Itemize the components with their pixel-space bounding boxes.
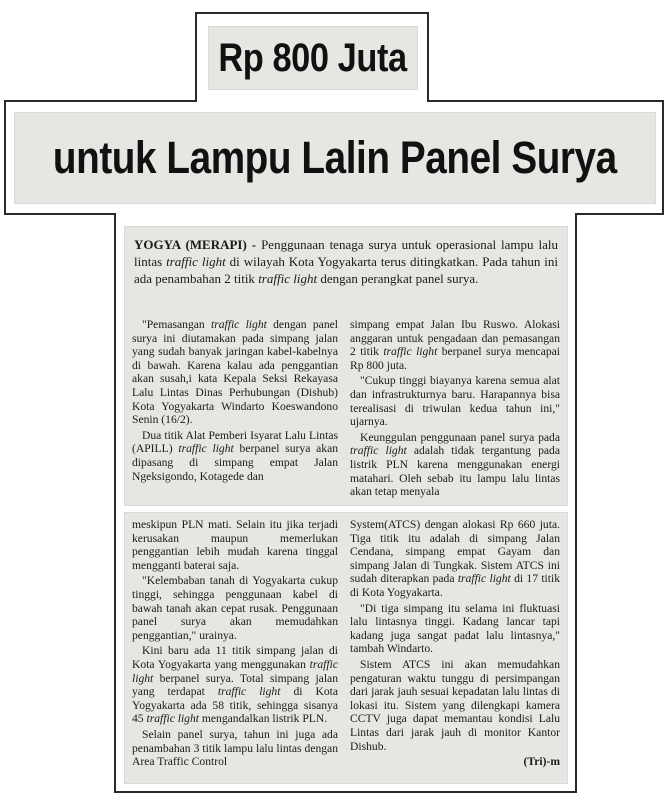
headline-line1: Rp 800 Juta	[218, 35, 408, 80]
lead-text: Penggunaan tenaga surya untuk operasional lampu lalu lintas	[134, 237, 558, 269]
frame-line	[114, 213, 116, 793]
frame-line	[662, 100, 664, 215]
paragraph: Selain panel surya, tahun ini juga ada penambahan 3 titik lampu lalu lintas dengan Area Traffic Control	[132, 727, 338, 769]
frame-line	[195, 12, 429, 14]
paragraph: Kini baru ada 11 titik simpang jalan di Kota Yogyakarta yang menggunakan traffic light berpanel surya. Total simpang jalan yang terdapat traffic light di Kota Yogyakarta ada 58 titik, sehingga sisanya 45 traffic light mengandalkan listrik PLN.	[132, 644, 338, 726]
paragraph: "Kelembaban tanah di Yogyakarta cukup tinggi, sehingga penggunaan kabel di bawah tanah akan cepat rusak. Penggunaan panel surya akan memudahkan penggantian," urainya.	[132, 574, 338, 642]
frame-line	[195, 12, 197, 100]
article-column-4	[350, 518, 560, 769]
lead-kicker: YOGYA (MERAPI) -	[134, 237, 257, 252]
frame-line	[427, 100, 664, 102]
article-upper-block	[124, 226, 568, 506]
article-column-1	[132, 318, 338, 485]
frame-line	[4, 100, 197, 102]
article-column-3	[132, 518, 338, 771]
lead-em: traffic light	[166, 254, 226, 269]
paragraph: simpang empat Jalan Ibu Ruswo. Alokasi anggaran untuk pengadaan dan pemasangan 2 titik traffic light berpanel surya mencapai Rp 800 juta.	[350, 318, 561, 372]
lead-paragraph	[134, 236, 558, 287]
headline-line2: untuk Lampu Lalin Panel Surya	[53, 132, 617, 183]
article-column-2	[350, 318, 560, 501]
lead-em: traffic light	[258, 271, 318, 286]
paragraph: "Cukup tinggi biayanya karena semua alat dan infrastrukturnya baru. Harapannya bisa terealisasi di triwulan kedua tahun ini," ujarnya.	[350, 374, 560, 429]
frame-line	[114, 791, 577, 793]
frame-line	[427, 12, 429, 100]
frame-line	[4, 213, 116, 215]
paragraph: Sistem ATCS ini akan memudahkan pengaturan waktu tunggu di persimpangan dari jarak jauh sesuai kepadatan lalu lintas di lokasi itu. Sistem yang dilengkapi kamera CCTV juga dapat memantau kondisi Lalu Lintas dari jarak jauh di monitor Kantor Dishub.	[350, 657, 560, 753]
paragraph: meskipun PLN mati. Selain itu jika terjadi kerusakan maupun memerlukan penggantian lebih mudah karena tinggal mengganti baterai saja.	[132, 518, 338, 572]
paragraph: Dua titik Alat Pemberi Isyarat Lalu Lintas (APILL) traffic light berpanel surya akan dipasang di simpang empat Jalan Ngeksigondo, Kotagede dan	[132, 428, 339, 483]
article-lower-block	[124, 512, 568, 784]
paragraph: System(ATCS) dengan alokasi Rp 660 juta. Tiga titik itu adalah di simpang Jalan Cendana, simpang empat Gayam dan simpang Jalan di Tungkak. Sistem ATCS ini sudah diterapkan pada traffic light di 17 titik di Kota Yogyakarta.	[350, 518, 560, 599]
lead-text: di wilayah Kota Yogyakarta terus ditingkatkan. Pada tahun ini ada penambahan 2 titik	[134, 254, 558, 286]
frame-line	[4, 100, 6, 215]
byline: (Tri)-m	[523, 755, 560, 769]
frame-line	[575, 213, 577, 793]
paragraph: "Di tiga simpang itu selama ini fluktuasi lalu lintasnya tinggi. Kadang lancar tapi kadang juga sangat padat lalu lintasnya," tambah Windarto.	[350, 601, 560, 656]
headline-line2-box	[14, 112, 656, 204]
frame-line	[575, 213, 664, 215]
lead-text: dengan perangkat panel surya.	[317, 271, 479, 286]
paragraph: "Pemasangan traffic light dengan panel surya ini diutamakan pada simpang jalan yang sudah banyak jaringan kabel-kabelnya di bawah. Karena kalau ada penggantian akan susah,i kata Kepala Seksi Rekayasa Lalu Lintas Dinas Perhubungan (Dishub) Kota Yogyakarta Windarto Koeswandono Senin (16/2).	[132, 318, 338, 427]
paragraph: Keunggulan penggunaan panel surya pada traffic light adalah tidak tergantung pada listrik PLN karena menggunakan energi matahari. Oleh sebab itu lampu lalu lintas akan tetap menyala	[350, 430, 560, 499]
headline-line1-box	[208, 26, 418, 90]
